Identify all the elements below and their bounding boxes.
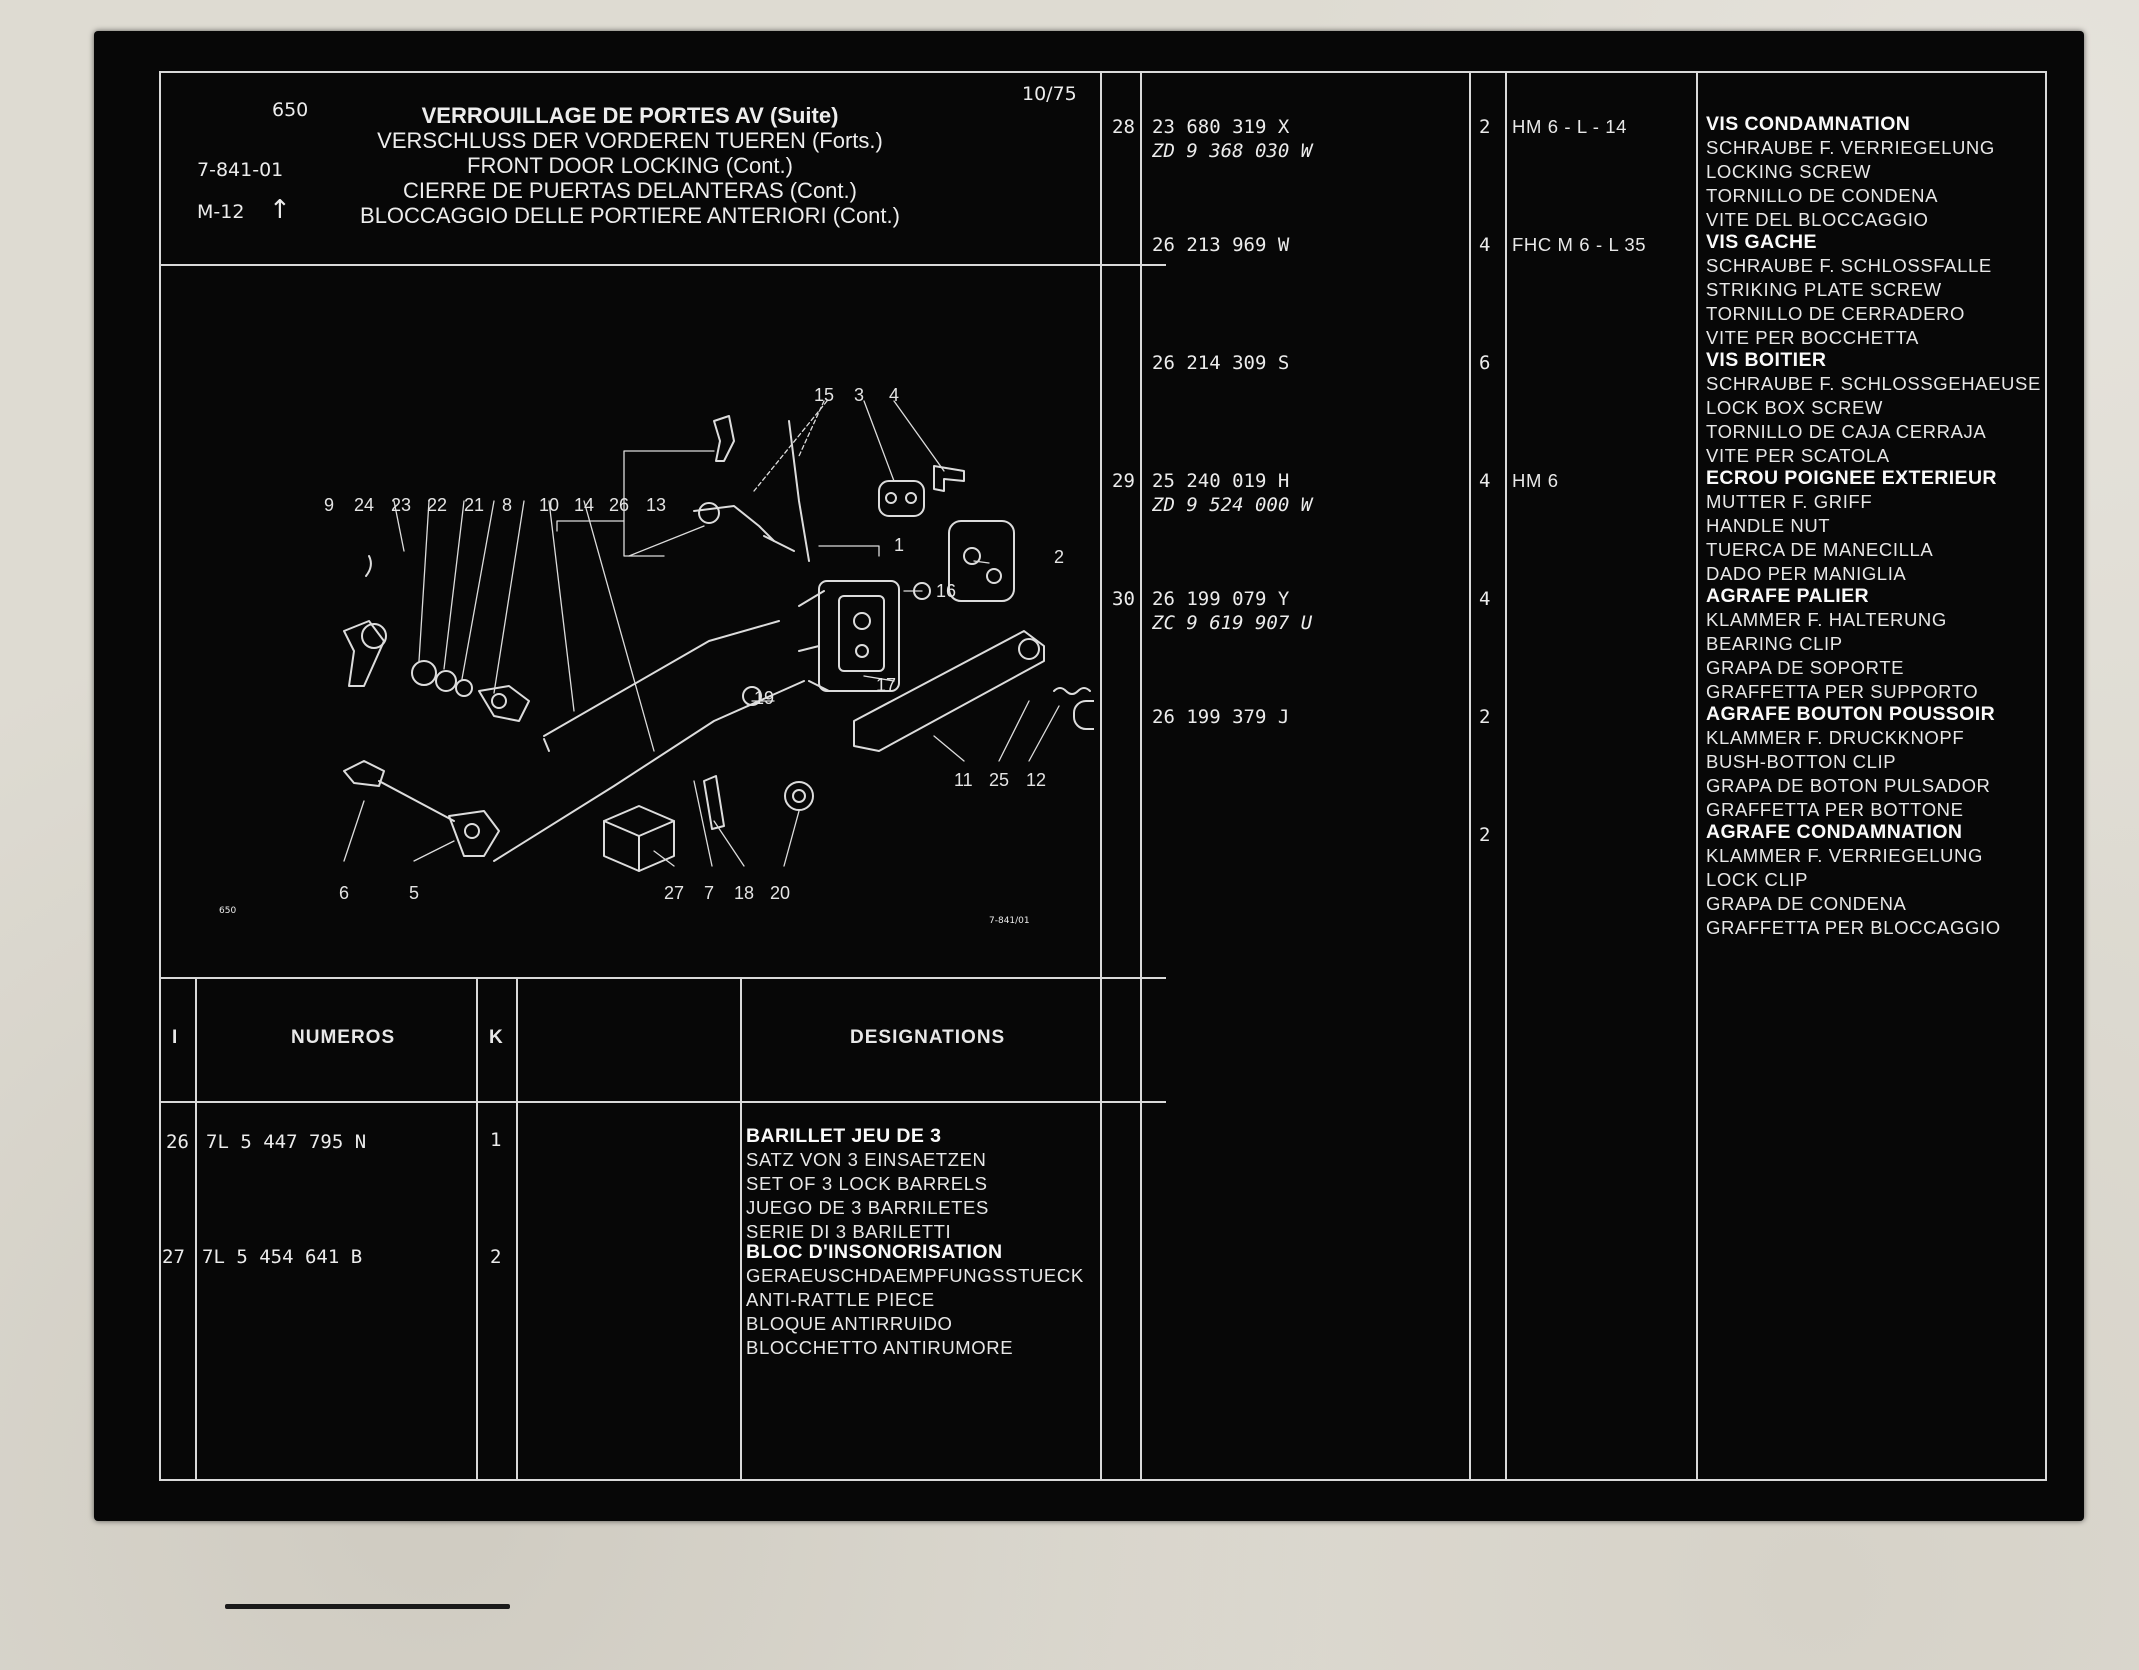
callout-18: 18: [734, 883, 755, 903]
callout-27: 27: [664, 883, 685, 903]
ring-21: [456, 680, 472, 696]
lt-sep-1: [195, 977, 197, 1481]
callout-21: 21: [464, 495, 485, 515]
designation-es: TORNILLO DE CAJA CERRAJA: [1706, 421, 1987, 442]
callout-14: 14: [574, 495, 595, 515]
part-number: 26 213 969 W: [1152, 234, 1290, 256]
bracket-8: [479, 686, 529, 721]
lever-13: [694, 503, 794, 551]
title-en: FRONT DOOR LOCKING (Cont.): [467, 153, 793, 178]
row-index: 28: [1112, 116, 1135, 138]
up-arrow-icon: ↑: [269, 195, 291, 225]
designation-de: SCHRAUBE F. SCHLOSSFALLE: [1706, 255, 1992, 276]
row-index: 30: [1112, 588, 1135, 610]
sub-ref: M-12: [197, 201, 245, 223]
designation-fr: VIS BOITIER: [1706, 349, 1827, 371]
designation-es: GRAPA DE SOPORTE: [1706, 657, 1905, 678]
quantity: 1: [490, 1129, 502, 1151]
designation-fr: BLOC D'INSONORISATION: [746, 1241, 1003, 1263]
frame-bottom: [159, 1479, 2047, 1481]
designation-de: KLAMMER F. DRUCKKNOPF: [1706, 727, 1965, 748]
col-sep-d: [1505, 71, 1507, 1481]
pin-24: [366, 556, 371, 576]
designation-it: GRAFFETTA PER SUPPORTO: [1706, 681, 1979, 702]
designation-fr: VIS CONDAMNATION: [1706, 113, 1911, 135]
alt-part-number: ZD 9 368 030 W: [1152, 140, 1313, 162]
designation-es: BLOQUE ANTIRRUIDO: [746, 1313, 953, 1334]
clip-4: [934, 466, 964, 491]
designation-es: TORNILLO DE CONDENA: [1706, 185, 1939, 206]
callout-11: 11: [954, 770, 973, 790]
quantity: 2: [1479, 706, 1491, 728]
col-header-numbers: NUMEROS: [291, 1027, 396, 1048]
designation-de: MUTTER F. GRIFF: [1706, 491, 1873, 512]
designation-fr: AGRAFE BOUTON POUSSOIR: [1706, 703, 1996, 725]
designation-en: STRIKING PLATE SCREW: [1706, 279, 1942, 300]
frame-right: [2045, 71, 2047, 1481]
alt-part-number: ZD 9 524 000 W: [1152, 494, 1313, 516]
designation-es: TUERCA DE MANECILLA: [1706, 539, 1934, 560]
designation-en: SET OF 3 LOCK BARRELS: [746, 1173, 988, 1194]
designation-it: VITE PER BOCCHETTA: [1706, 327, 1919, 348]
title-es: CIERRE DE PUERTAS DELANTERAS (Cont.): [403, 178, 857, 203]
spec: HM 6: [1512, 470, 1559, 491]
designation-de: GERAEUSCHDAEMPFUNGSSTUECK: [746, 1265, 1084, 1286]
designation-fr: VIS GACHE: [1706, 231, 1817, 253]
anti-rattle-block-27: [604, 806, 674, 871]
lock-box-2: [949, 521, 1014, 601]
part-number: 26 214 309 S: [1152, 352, 1290, 374]
col-sep-c: [1469, 71, 1471, 1481]
col-header-index: I: [172, 1027, 179, 1048]
part-number: 25 240 019 H: [1152, 470, 1290, 492]
quantity: 4: [1479, 234, 1491, 256]
col-sep-a: [1100, 71, 1102, 1481]
part-number: 26 199 379 J: [1152, 706, 1290, 728]
part-number: 23 680 319 X: [1152, 116, 1290, 138]
page-ref: 7-841-01: [197, 159, 284, 181]
callout-7: 7: [704, 883, 715, 903]
designation-en: BEARING CLIP: [1706, 633, 1843, 654]
lt-sep-4: [740, 977, 742, 1481]
callout-3: 3: [854, 385, 865, 405]
frame-top: [159, 71, 2047, 73]
clip-20: [785, 782, 813, 810]
lt-sep-2: [476, 977, 478, 1481]
col-sep-e: [1696, 71, 1698, 1481]
callout-8: 8: [502, 495, 513, 515]
designation-en: LOCK BOX SCREW: [1706, 397, 1883, 418]
designation-fr: AGRAFE PALIER: [1706, 585, 1870, 607]
callout-1: 1: [894, 535, 905, 555]
quantity: 2: [490, 1246, 502, 1268]
callout-19: 19: [754, 688, 775, 708]
row-index: 27: [162, 1246, 185, 1268]
callout-12: 12: [1026, 770, 1047, 790]
bracket-3: [879, 481, 924, 516]
spec: FHC M 6 - L 35: [1512, 234, 1647, 255]
callout-23: 23: [391, 495, 412, 515]
designation-it: DADO PER MANIGLIA: [1706, 563, 1907, 584]
designation-it: BLOCCHETTO ANTIRUMORE: [746, 1337, 1014, 1358]
parts-catalog-sheet: [94, 31, 2084, 1521]
header-divider: [159, 264, 1166, 266]
designation-de: SATZ VON 3 EINSAETZEN: [746, 1149, 987, 1170]
ring-22: [436, 671, 456, 691]
quantity: 6: [1479, 352, 1491, 374]
callout-6: 6: [339, 883, 350, 903]
lt-sep-3: [516, 977, 518, 1481]
row-index: 29: [1112, 470, 1135, 492]
rod-7: [494, 681, 804, 861]
callout-13: 13: [646, 495, 667, 515]
designation-en: HANDLE NUT: [1706, 515, 1831, 536]
callout-labels: [324, 385, 1064, 903]
frame-left: [159, 71, 161, 1481]
quantity: 4: [1479, 470, 1491, 492]
quantity: 2: [1479, 116, 1491, 138]
col-header-designations: DESIGNATIONS: [850, 1027, 1006, 1048]
callout-16: 16: [936, 581, 957, 601]
callout-15: 15: [814, 385, 835, 405]
designation-de: SCHRAUBE F. SCHLOSSGEHAEUSE: [1706, 373, 2041, 394]
designation-de: SCHRAUBE F. VERRIEGELUNG: [1706, 137, 1995, 158]
designation-en: LOCKING SCREW: [1706, 161, 1872, 182]
designation-fr: AGRAFE CONDAMNATION: [1706, 821, 1963, 843]
part-number: 26 199 079 Y: [1152, 588, 1290, 610]
model-code: 650: [272, 99, 309, 121]
ring-23: [412, 661, 436, 685]
designation-de: KLAMMER F. VERRIEGELUNG: [1706, 845, 1983, 866]
title-fr: VERROUILLAGE DE PORTES AV (Suite): [421, 103, 839, 128]
spec: HM 6 - L - 14: [1512, 116, 1628, 137]
designation-es: GRAPA DE BOTON PULSADOR: [1706, 775, 1991, 796]
callout-26: 26: [609, 495, 630, 515]
designation-it: VITE DEL BLOCCAGGIO: [1706, 209, 1929, 230]
diagram-corner-right: 7-841/01: [989, 916, 1030, 926]
clip-14: [714, 416, 734, 461]
diagram-divider: [159, 977, 1166, 979]
callout-4: 4: [889, 385, 900, 405]
callout-9: 9: [324, 495, 335, 515]
alt-part-number: ZC 9 619 907 U: [1152, 612, 1313, 634]
col-sep-b: [1140, 71, 1142, 1481]
date-code: 10/75: [1022, 83, 1077, 105]
rod-10: [544, 621, 779, 736]
part-number: 7L 5 454 641 B: [202, 1246, 363, 1268]
callout-2: 2: [1054, 547, 1065, 567]
diagram-corner-left: 650: [219, 906, 237, 916]
callout-22: 22: [427, 495, 448, 515]
push-button-12: [1074, 701, 1094, 729]
callout-17: 17: [876, 675, 897, 695]
column-header-divider: [159, 1101, 1166, 1103]
callout-25: 25: [989, 770, 1010, 790]
designation-it: GRAFFETTA PER BOTTONE: [1706, 799, 1964, 820]
callout-10: 10: [539, 495, 560, 515]
film-scratch: [225, 1604, 510, 1609]
designation-it: SERIE DI 3 BARILETTI: [746, 1221, 952, 1242]
callout-20: 20: [770, 883, 791, 903]
designation-es: GRAPA DE CONDENA: [1706, 893, 1907, 914]
callout-5: 5: [409, 883, 420, 903]
designation-it: GRAFFETTA PER BLOCCAGGIO: [1706, 917, 2001, 938]
part-number: 7L 5 447 795 N: [206, 1131, 367, 1153]
designation-fr: BARILLET JEU DE 3: [746, 1125, 942, 1147]
title-it: BLOCCAGGIO DELLE PORTIERE ANTERIORI (Cont.): [360, 203, 900, 228]
designation-en: BUSH-BOTTON CLIP: [1706, 751, 1897, 772]
designation-en: LOCK CLIP: [1706, 869, 1809, 890]
callout-24: 24: [354, 495, 375, 515]
designation-es: JUEGO DE 3 BARRILETES: [746, 1197, 989, 1218]
designation-fr: ECROU POIGNEE EXTERIEUR: [1706, 467, 1997, 489]
quantity: 2: [1479, 824, 1491, 846]
exploded-parts-diagram: [254, 301, 1094, 961]
row-index: 26: [166, 1131, 189, 1153]
designation-en: ANTI-RATTLE PIECE: [746, 1289, 935, 1310]
inner-handle-9: [344, 621, 386, 686]
designation-it: VITE PER SCATOLA: [1706, 445, 1890, 466]
col-header-qty: K: [489, 1027, 504, 1048]
spring-25: [1054, 688, 1090, 694]
quantity: 4: [1479, 588, 1491, 610]
designation-es: TORNILLO DE CERRADERO: [1706, 303, 1965, 324]
bracket-5: [449, 811, 499, 856]
designation-de: KLAMMER F. HALTERUNG: [1706, 609, 1947, 630]
title-de: VERSCHLUSS DER VORDEREN TUEREN (Forts.): [377, 128, 883, 153]
